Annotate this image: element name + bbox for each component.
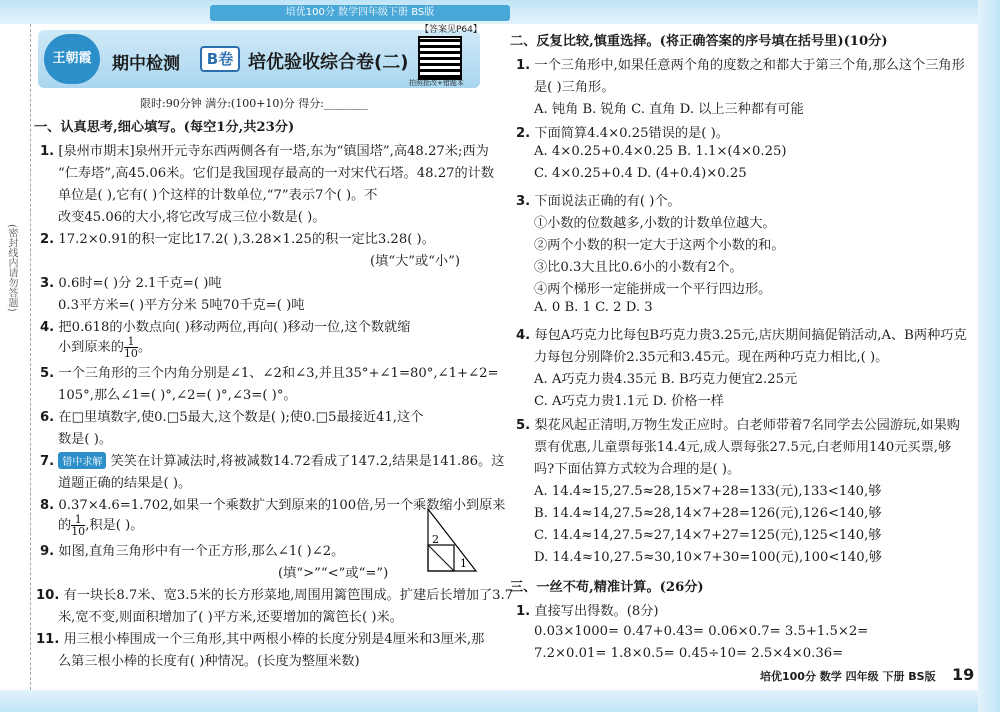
r-question-1-line2: 是( )三角形。 — [534, 80, 615, 95]
question-number: 8. — [40, 498, 55, 513]
calc-row-1: 0.03×1000= 0.47+0.43= 0.06×0.7= 3.5+1.5×2= — [534, 624, 869, 639]
question-text: 的 — [58, 518, 72, 533]
r-question-1-line1 — [516, 54, 965, 73]
question-8-line2 — [58, 514, 143, 537]
binding-margin — [0, 24, 31, 690]
question-number: 1. — [516, 58, 531, 73]
question-text: 用三根小棒围成一个三角形,其中两根小棒的长度分别是4厘米和3厘米,那 — [63, 632, 485, 647]
triangle-figure — [420, 505, 480, 575]
fraction-denominator: 10 — [123, 347, 138, 360]
r-question-4-options-1: A. A巧克力贵4.35元 B. B巧克力便宜2.25元 — [534, 372, 798, 387]
question-text: 0.6时=( )分 2.1千克=( )吨 — [58, 276, 222, 291]
binding-text: (密封线内请勿答题) — [6, 224, 17, 312]
question-text: 0.37×4.6=1.702,如果一个乘数扩大到原来的100倍,另一个乘数缩小到原来 — [58, 498, 506, 513]
question-11-line2: 么第三根小棒的长度有( )种情况。(长度为整厘米数) — [58, 654, 360, 669]
qr-caption: 拍照批改+错题本 — [409, 79, 464, 87]
diagonal-line — [428, 545, 454, 571]
volume-badge: B卷 — [200, 46, 240, 72]
question-text: 每包A巧克力比每包B巧克力贵3.25元,店庆期间搞促销活动,A、B两种巧克 — [534, 328, 967, 343]
question-1-line1 — [40, 140, 489, 159]
question-9-line1 — [40, 540, 344, 559]
angle-1-label: 1 — [460, 557, 467, 570]
question-3-line2: 0.3平方米=( )平方分米 5吨70千克=( )吨 — [58, 298, 305, 313]
question-11-line1 — [36, 628, 484, 647]
section-2-heading: 二、反复比较,慎重选择。(将正确答案的序号填在括号里)(10分) — [510, 34, 888, 49]
question-number: 9. — [40, 544, 55, 559]
error-tag: 错中求解 — [58, 452, 106, 469]
question-9-hint: (填“>”“<”或“=”) — [278, 566, 389, 581]
question-5-line1 — [40, 362, 499, 381]
question-7-line2: 道题正确的结果是( )。 — [58, 476, 192, 491]
top-banner: 培优100分 数学四年级下册 BS版 — [210, 5, 510, 21]
question-4-line2 — [58, 336, 151, 359]
r-question-3-stmt-3: ③比0.3大且比0.6小的小数有2个。 — [534, 260, 743, 275]
question-number: 7. — [40, 454, 55, 469]
question-text: 在□里填数字,使0.□5最大,这个数是( );使0.□5最接近41,这个 — [58, 410, 424, 425]
question-number: 1. — [516, 604, 531, 619]
qr-code-icon[interactable] — [418, 36, 462, 80]
question-text: 一个三角形的三个内角分别是∠1、∠2和∠3,并且35°+∠1=80°,∠1+∠2= — [58, 366, 499, 381]
r-question-4-line2: 力每包分别降价2.35元和3.45元。现在两种巧克力相比,( )。 — [534, 350, 889, 365]
r-question-5-option-d: D. 14.4≈10,27.5≈30,10×7+30=100(元),100<140,够 — [534, 550, 882, 565]
question-number: 3. — [40, 276, 55, 291]
fraction-numerator: 1 — [124, 336, 138, 348]
question-1-line3: 单位是( ),它有( )个这样的计数单位,“7”表示7个( )。不 — [58, 188, 378, 203]
question-tail: 。 — [137, 340, 152, 355]
question-number: 3. — [516, 194, 531, 209]
fraction-denominator: 10 — [71, 525, 86, 538]
question-number: 2. — [516, 126, 531, 141]
r-question-3-stmt-4: ④两个梯形一定能拼成一个平行四边形。 — [534, 282, 772, 297]
question-number: 5. — [516, 418, 531, 433]
question-4-line1 — [40, 316, 410, 335]
question-text: 笑笑在计算减法时,将被减数14.72看成了147.2,结果是141.86。这 — [110, 454, 505, 469]
answer-reference: 【答案见P64】 — [420, 25, 482, 35]
question-tail: ,积是( )。 — [85, 518, 144, 533]
r-question-2-options-1: A. 4×0.25+0.4×0.25 B. 1.1×(4×0.25) — [534, 144, 787, 159]
question-number: 5. — [40, 366, 55, 381]
calc-question-1 — [516, 600, 659, 619]
angle-2-label: 2 — [432, 533, 439, 546]
bottom-border — [0, 690, 1000, 712]
question-number: 4. — [516, 328, 531, 343]
page-footer: 培优100分 数学 四年级 下册 BS版 — [760, 670, 936, 683]
fraction-one-tenth — [124, 336, 138, 359]
question-text: 直接写出得数。(8分) — [534, 604, 659, 619]
r-question-3-line1 — [516, 190, 681, 209]
question-2-line1 — [40, 228, 435, 247]
question-number: 2. — [40, 232, 55, 247]
r-question-5-line1 — [516, 414, 960, 433]
question-number: 4. — [40, 320, 55, 335]
fraction-numerator: 1 — [71, 514, 85, 526]
question-text: 小到原来的 — [58, 340, 124, 355]
question-3-line1 — [40, 272, 222, 291]
section-3-heading: 三、一丝不苟,精准计算。(26分) — [510, 580, 704, 595]
exam-info: 限时:90分钟 满分:(100+10)分 得分:________ — [140, 97, 368, 110]
question-text: 梨花风起正清明,万物生发正应时。白老师带着7名同学去公园游玩,如果购 — [534, 418, 960, 433]
question-6-line1 — [40, 406, 423, 425]
r-question-2-line1 — [516, 122, 729, 141]
r-question-4-options-2: C. A巧克力贵1.1元 D. 价格一样 — [534, 394, 724, 409]
question-1-line2: “仁寿塔”,高45.06米。它们是我国现存最高的一对宋代石塔。48.27的计数 — [58, 166, 495, 181]
section-1-heading: 一、认真思考,细心填写。(每空1分,共23分) — [34, 120, 295, 135]
question-text: 一个三角形中,如果任意两个角的度数之和都大于第三个角,那么这个三角形 — [534, 58, 965, 73]
exam-title: 期中检测 — [112, 54, 180, 74]
question-text: 下面简算4.4×0.25错误的是( )。 — [534, 126, 729, 141]
paper-title: 培优验收综合卷(二) — [248, 52, 409, 73]
publisher-logo: 王朝霞 — [44, 34, 100, 84]
calc-row-2: 7.2×0.01= 1.8×0.5= 0.45÷10= 2.5×4×0.36= — [534, 646, 844, 661]
r-question-3-stmt-2: ②两个小数的积一定大于这两个小数的和。 — [534, 238, 785, 253]
r-question-4-line1 — [516, 324, 967, 343]
question-10-line1 — [36, 584, 513, 603]
r-question-5-option-b: B. 14.4≈14,27.5≈28,14×7+28=126(元),126<140,够 — [534, 506, 882, 521]
question-7-line1 — [40, 450, 504, 469]
question-number: 11. — [36, 632, 60, 647]
question-number: 10. — [36, 588, 60, 603]
question-text: [泉州市期末]泉州开元寺东西两侧各有一塔,东为“镇国塔”,高48.27米;西为 — [58, 144, 489, 159]
right-border — [978, 0, 1000, 712]
question-number: 1. — [40, 144, 55, 159]
r-question-5-option-c: C. 14.4≈14,27.5≈27,14×7+27=125(元),125<140,够 — [534, 528, 882, 543]
question-text: 下面说法正确的有( )个。 — [534, 194, 681, 209]
question-text: 有一块长8.7米、宽3.5米的长方形菜地,周围用篱笆围成。扩建后长增加了3.7 — [63, 588, 514, 603]
question-text: 把0.618的小数点向( )移动两位,再向( )移动一位,这个数就缩 — [58, 320, 411, 335]
r-question-5-option-a: A. 14.4≈15,27.5≈28,15×7+28=133(元),133<140,够 — [534, 484, 882, 499]
r-question-3-options: A. 0 B. 1 C. 2 D. 3 — [534, 300, 653, 315]
r-question-1-options: A. 钝角 B. 锐角 C. 直角 D. 以上三种都有可能 — [534, 102, 804, 117]
question-5-line2: 105°,那么∠1=( )°,∠2=( )°,∠3=( )°。 — [58, 388, 297, 403]
fraction-one-tenth — [71, 514, 85, 537]
question-text: 17.2×0.91的积一定比17.2( ),3.28×1.25的积一定比3.28( )。 — [58, 232, 435, 247]
question-text: 如图,直角三角形中有一个正方形,那么∠1( )∠2。 — [58, 544, 345, 559]
page-number: 19 — [952, 665, 975, 684]
r-question-5-line3: 吗?下面估算方式较为合理的是( )。 — [534, 462, 741, 477]
r-question-5-line2: 票有优惠,儿童票每张14.4元,成人票每张27.5元,白老师用140元买票,够 — [534, 440, 952, 455]
question-6-line2: 数是( )。 — [58, 432, 113, 447]
r-question-3-stmt-1: ①小数的位数越多,小数的计数单位越大。 — [534, 216, 776, 231]
question-number: 6. — [40, 410, 55, 425]
question-1-line4: 改变45.06的大小,将它改写成三位小数是( )。 — [58, 210, 326, 225]
r-question-2-options-2: C. 4×0.25+0.4 D. (4+0.4)×0.25 — [534, 166, 747, 181]
question-10-line2: 米,宽不变,则面积增加了( )平方米,还要增加的篱笆长( )米。 — [58, 610, 403, 625]
question-2-hint: (填“大”或“小”) — [370, 254, 461, 269]
